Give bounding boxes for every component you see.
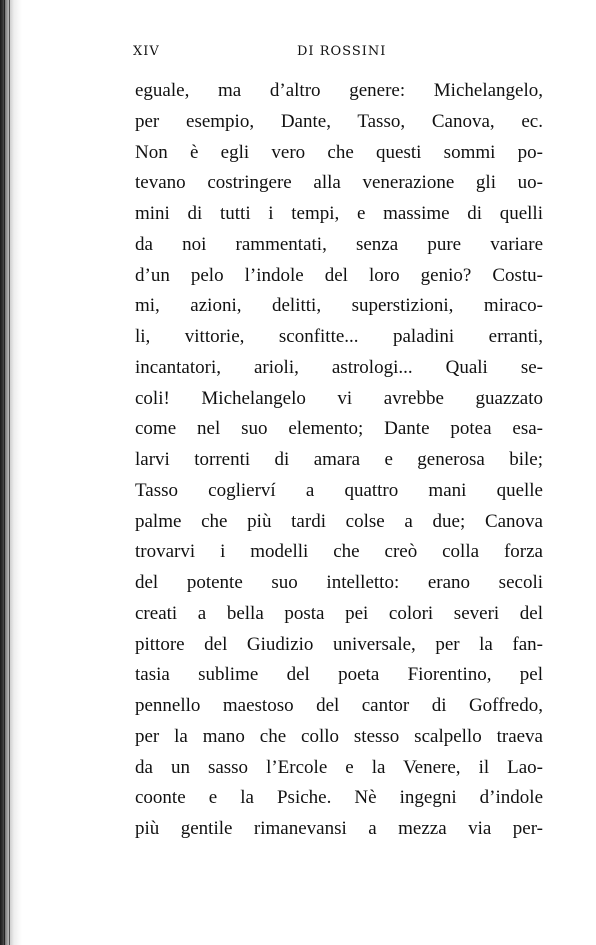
text-line: tevano costringere alla venerazione gli uo- <box>135 172 543 194</box>
text-line: Non è egli vero che questi sommi po- <box>135 141 543 163</box>
text-line: per la mano che collo stesso scalpello traeva <box>135 725 543 747</box>
text-line: eguale, ma d’altro genere: Michelangelo, <box>135 80 543 101</box>
text-line: per esempio, Dante, Tasso, Canova, ec. <box>135 110 543 132</box>
body-text <box>135 76 543 845</box>
text-line: più gentile rimanevansi a mezza via per- <box>135 818 543 839</box>
text-line: pittore del Giudizio universale, per la fan- <box>135 633 543 655</box>
text-line: palme che più tardi colse a due; Canova <box>135 510 543 532</box>
book-gutter-shadow <box>0 0 22 945</box>
text-line: mini di tutti i tempi, e massime di quelli <box>135 203 543 224</box>
gutter-edge-line <box>4 0 5 945</box>
text-line: come nel suo elemento; Dante potea esa- <box>135 418 543 440</box>
text-line: coli! Michelangelo vi avrebbe guazzato <box>135 387 543 409</box>
text-line: incantatori, arioli, astrologi... Quali se- <box>135 356 543 378</box>
text-line: creati a bella posta pei colori severi del <box>135 602 543 624</box>
text-line: pennello maestoso del cantor di Goffredo, <box>135 695 543 716</box>
text-line: d’un pelo l’indole del loro genio? Costu- <box>135 264 543 286</box>
text-line: da noi rammentati, senza pure variare <box>135 233 543 255</box>
text-line: larvi torrenti di amara e generosa bile; <box>135 449 543 470</box>
text-line: li, vittorie, sconfitte... paladini erranti, <box>135 326 543 347</box>
text-line: da un sasso l’Ercole e la Venere, il Lao- <box>135 756 543 778</box>
text-line: trovarvi i modelli che creò colla forza <box>135 541 543 563</box>
text-line: del potente suo intelletto: erano secoli <box>135 572 543 593</box>
gutter-edge-line <box>9 0 10 945</box>
text-line: coonte e la Psiche. Nè ingegni d’indole <box>135 787 543 809</box>
running-title: DI ROSSINI <box>297 44 387 59</box>
text-line: mi, azioni, delitti, superstizioni, miraco- <box>135 295 543 317</box>
page-number: XIV <box>133 44 160 59</box>
text-line: Tasso coglierví a quattro mani quelle <box>135 479 543 501</box>
text-line: tasia sublime del poeta Fiorentino, pel <box>135 664 543 686</box>
page-header <box>133 44 543 64</box>
